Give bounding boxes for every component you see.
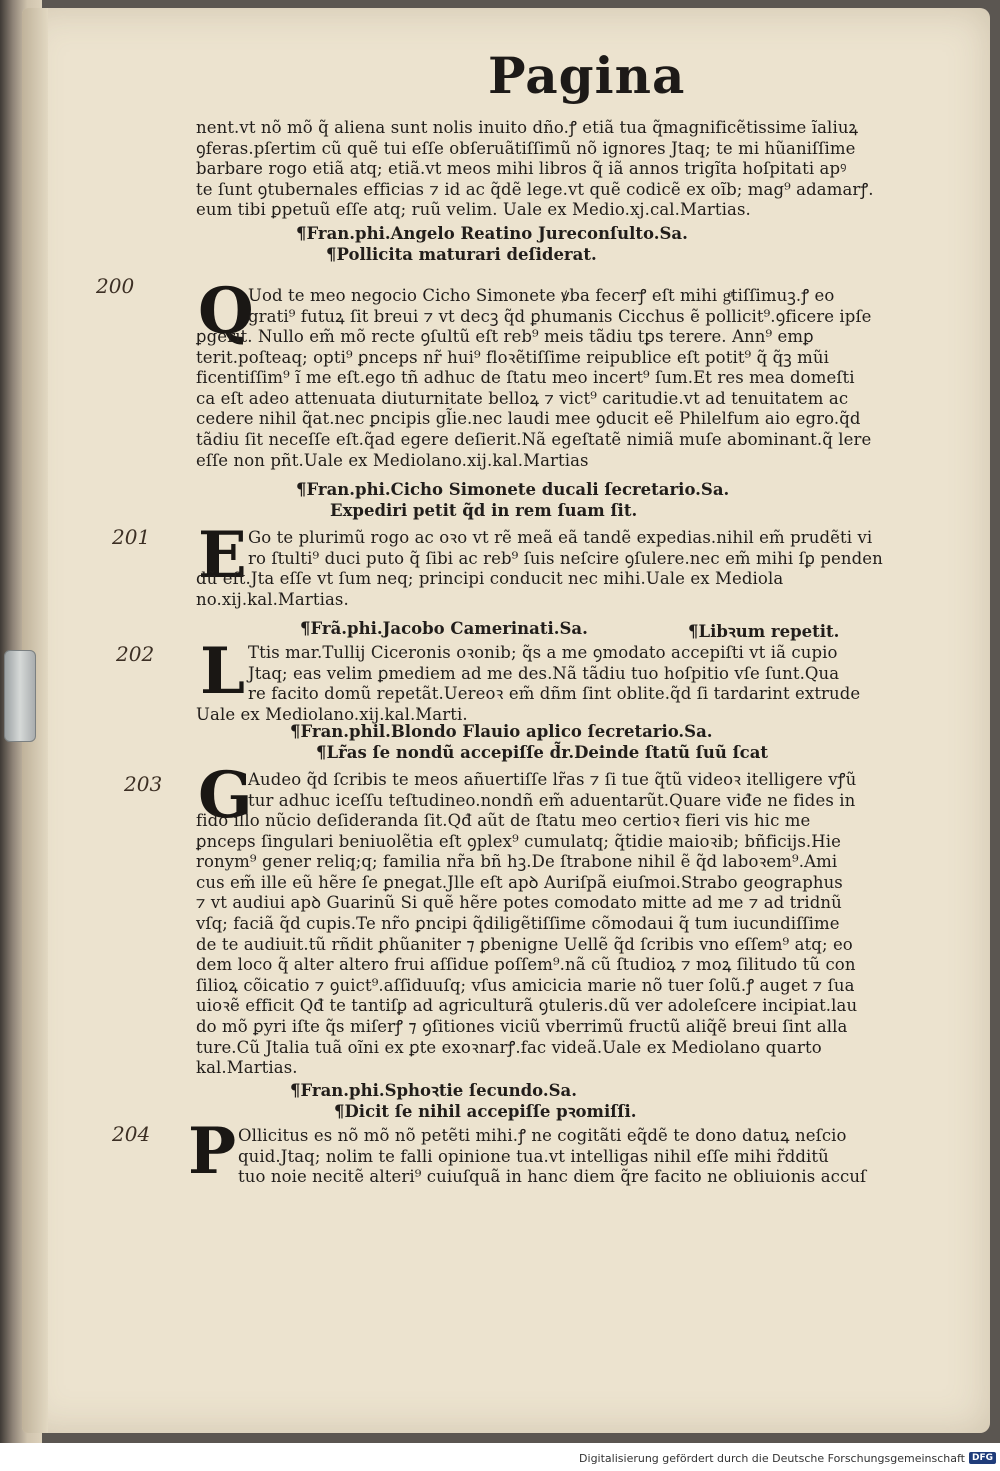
text-line: de te audiuit.tũ rñdit ꝑhũaniter ⁊ ꝑbenigne Uellẽ q̃d ſcribis vno eſſem⁹ atq; eo (196, 934, 853, 954)
text-line: ture.Cũ Jtalia tuã oĩni ex ꝑte exoꝛnarꝭ.fac videã.Uale ex Mediolano quarto (196, 1037, 822, 1057)
text-line: cus em̃ ille eũ hẽre ſe ꝑnegat.Jlle eſt apꝺ Auriſpã eiuſmoi.Strabo geographus (196, 872, 843, 892)
letter-body (248, 286, 872, 327)
text-line: eum tibi ꝑpetuũ eſſe atq; ruũ velim. Uale ex Medio.xj.cal.Martias. (196, 200, 751, 220)
text-line: ꝑgerit. Nullo em̃ mõ recte ꝯſultũ eſt reb⁹ meis tãdiu tꝑs terere. Ann⁹ emꝑ (196, 327, 814, 346)
text-line: ꝯferas.pſertim cũ quẽ tui eſſe obſeruãtiſſimũ nõ ignores Jtaq; te mi hũaniſſime (196, 138, 856, 158)
letter-summary: ¶Lr̃as ſe nondũ accepiſſe d̃r.Deinde ſtatũ ſuũ ſcat (316, 743, 769, 762)
margin-number: 203 (124, 772, 163, 796)
dfg-logo: DFG (969, 1452, 996, 1464)
text-line: barbare rogo etiã atq; etiã.vt meos mihi libros q̃ iã annos trigĩta hoſpitati apꝰ (196, 159, 847, 179)
text-line: ca eſt adeo attenuata diuturnitate belloꝝ ⁊ vict⁹ caritudie.vt ad tenuitatem ac (196, 388, 849, 408)
letter-body (248, 643, 860, 705)
text-line: Jtaq; eas velim ꝑmediem ad me des.Nã tãdiu tuo hoſpitio vſe ſunt.Qua (248, 663, 840, 683)
text-line: uioꝛẽ efficit Qđ te tantiſꝑ ad agriculturã ꝯtuleris.dũ ver adoleſcere incipiat.lau (196, 996, 858, 1016)
text-line: tãdiu ſit neceſſe eſt.q̃ad egere deſierit.Nã egeſtatẽ nimiã muſe abominant.q̃ lere (196, 429, 872, 449)
text-line: Go te plurimũ rogo ac oꝛo vt rẽ meã eã tandẽ expedias.nihil em̃ prudẽti vi (248, 528, 873, 547)
initial-letter: P (188, 1114, 237, 1189)
letter-summary: ¶Pollicita maturari deſiderat. (326, 245, 597, 264)
text-line: kal.Martias. (196, 1058, 298, 1078)
initial-letter: Q (198, 274, 254, 349)
text-line: ro ſtulti⁹ duci puto q̃ ſibi ac reb⁹ ſuis neſcire ꝯſulere.nec em̃ mihi ſꝑ penden (248, 548, 883, 568)
margin-number: 202 (116, 642, 155, 666)
text-line: eſſe non pñt.Uale ex Mediolano.xij.kal.Martias (196, 450, 589, 470)
letter-heading: ¶Fran.phi.Sphoꝛtie ſecundo.Sa. (290, 1081, 577, 1100)
text-line: Uale ex Mediolano.xij.kal.Marti. (196, 705, 468, 724)
intro-paragraph (196, 118, 874, 221)
text-line: te ſunt ꝯtubernales efficias ⁊ id ac q̃dẽ lege.vt quẽ codicẽ ex oĩb; mag⁹ adamarꝭ. (196, 179, 874, 199)
letter-body (238, 1126, 866, 1188)
text-line: dũ eſt.Jta eſſe vt ſum neq; principi conducit nec mihi.Uale ex Mediola (196, 569, 784, 588)
text-line: nent.vt nõ mõ q̃ aliena sunt nolis inuito dño.ꝭ etiã tua q̃magnificẽtissime ĩaliuꝝ (196, 118, 859, 137)
letter-body-continued (196, 327, 871, 471)
text-line: ficentiſſim⁹ ĩ me eſt.ego tñ adhuc de ſtatu meo incert⁹ ſum.Et res mea domeſti (196, 368, 855, 388)
letter-summary: ¶Libꝛum repetit. (688, 622, 840, 641)
letter-body-continued (196, 811, 857, 1079)
text-line: cedere nihil q̃at.nec ꝑncipis gl̃ie.nec laudi mee ꝯducit eẽ Philelfum aio egro.q̃d (196, 409, 861, 429)
text-line: tuo noie necitẽ alteri⁹ cuiuſquã in hanc diem q̃re facito ne obliuionis accuſ (238, 1167, 867, 1187)
running-head: Pagina (488, 46, 686, 105)
text-line: ⁊ vt audiui apꝺ Guarinũ Si quẽ hẽre potes comodato mitte ad me ⁊ ad tridnũ (196, 893, 842, 913)
margin-number: 200 (96, 274, 135, 298)
text-line: terit.poſteaq; opti⁹ ꝑnceps nr̃ hui⁹ floꝛẽtiſſime reipublice eſt potit⁹ q̃ q̃ꝫ mũi (196, 347, 830, 367)
text-line: quid.Jtaq; nolim te falli opinione tua.vt intelligas nihil eſſe mihi r̃dditũ (238, 1146, 829, 1166)
letter-body (248, 770, 856, 811)
page-clip (4, 650, 36, 742)
text-line: fido illo nũcio deſideranda ſit.Qđ aũt de ſtatu meo certioꝛ fieri vis hic me (196, 811, 811, 830)
text-line: ſilioꝝ cõicatio ⁊ ꝯuict⁹.aſſiduuſq; vſus amicicia marie nõ tuer ſolũ.ꝭ auget ⁊ ſua (196, 975, 855, 995)
initial-letter: G (198, 758, 253, 833)
letter-heading: ¶Fran.phil.Blondo Flauio aplico ſecretario.Sa. (290, 722, 713, 741)
text-line: Uod te meo negocio Cicho Simonete ꝟba fecerꝭ eſt mihi gͣtiſſimuꝫ.ꝭ eo (248, 286, 835, 305)
letter-heading: ¶Fran.phi.Cicho Simonete ducali ſecretario.Sa. (296, 480, 730, 499)
text-line: no.xij.kal.Martias. (196, 589, 349, 609)
letter-heading: ¶Fran.phi.Angelo Reatino Jureconſulto.Sa. (296, 224, 688, 243)
text-line: grati⁹ futuꝝ ſit breui ⁊ vt decꝫ q̃d ꝑhumanis Cicchus ẽ pollicit⁹.ꝯficere ipſe (248, 306, 872, 326)
margin-number: 201 (112, 525, 151, 549)
text-line: Ttis mar.Tullij Ciceronis oꝛonib; q̃s a me ꝯmodato accepiſti vt iã cupio (248, 643, 838, 662)
credit-text: Digitalisierung gefördert durch die Deutsche Forschungsgemeinschaft (579, 1451, 965, 1465)
text-line: do mõ ꝑyri iſte q̃s miſerꝭ ⁊ ꝯſitiones viciũ vberrimũ fructũ aliq̃ẽ breui ſint alla (196, 1016, 848, 1036)
initial-letter: L (200, 634, 245, 709)
text-line: dem loco q̃ alter altero frui aſſidue poſſem⁹.nã cũ ſtudioꝝ ⁊ moꝝ ſilitudo tũ con (196, 955, 856, 975)
letter-body (248, 528, 883, 569)
text-line: tur adhuc iceſſu teſtudineo.nondñ em̃ aduentarũt.Quare viđe ne fides in (248, 790, 856, 810)
text-line: vſq; faciã q̃d cupis.Te nr̃o ꝑncipi q̃diligẽtiſſime cõmodaui q̃ tum iucundiſſime (196, 913, 840, 933)
letter-body-continued (196, 569, 783, 610)
letter-heading: ¶Frã.phi.Jacobo Camerinati.Sa. (300, 619, 588, 638)
letter-summary: Expediri petit q̃d in rem ſuam ſit. (330, 501, 638, 520)
text-line: re facito domũ repetãt.Uereoꝛ em̃ dñm ſint oblite.q̃d ſi tardarint extrude (248, 684, 861, 704)
margin-number: 204 (112, 1122, 151, 1146)
initial-letter: E (198, 518, 247, 593)
text-line: Audeo q̃d ſcribis te meos añuertiſſe lr̃as ⁊ ſi tue q̃tũ videoꝛ itelligere vꝭũ (248, 770, 857, 789)
letter-summary: ¶Dicit ſe nihil accepiſſe pꝛomiſſi. (334, 1102, 637, 1121)
text-line: ronym⁹ gener reliq;q; familia nr̃a bñ hꝫ.De ſtrabone nihil ẽ q̃d laboꝛem⁹.Ami (196, 852, 838, 872)
digitization-credit (579, 1449, 996, 1467)
text-line: ꝑnceps ſingulari beniuolẽtia eſt ꝯplex⁹ cumulatq; q̃tidie maioꝛib; bñficijs.Hie (196, 831, 842, 851)
text-line: Ollicitus es nõ mõ nõ petẽti mihi.ꝭ ne cogitãti eq̃dẽ te dono datuꝝ neſcio (238, 1126, 847, 1145)
book-page (22, 8, 990, 1433)
